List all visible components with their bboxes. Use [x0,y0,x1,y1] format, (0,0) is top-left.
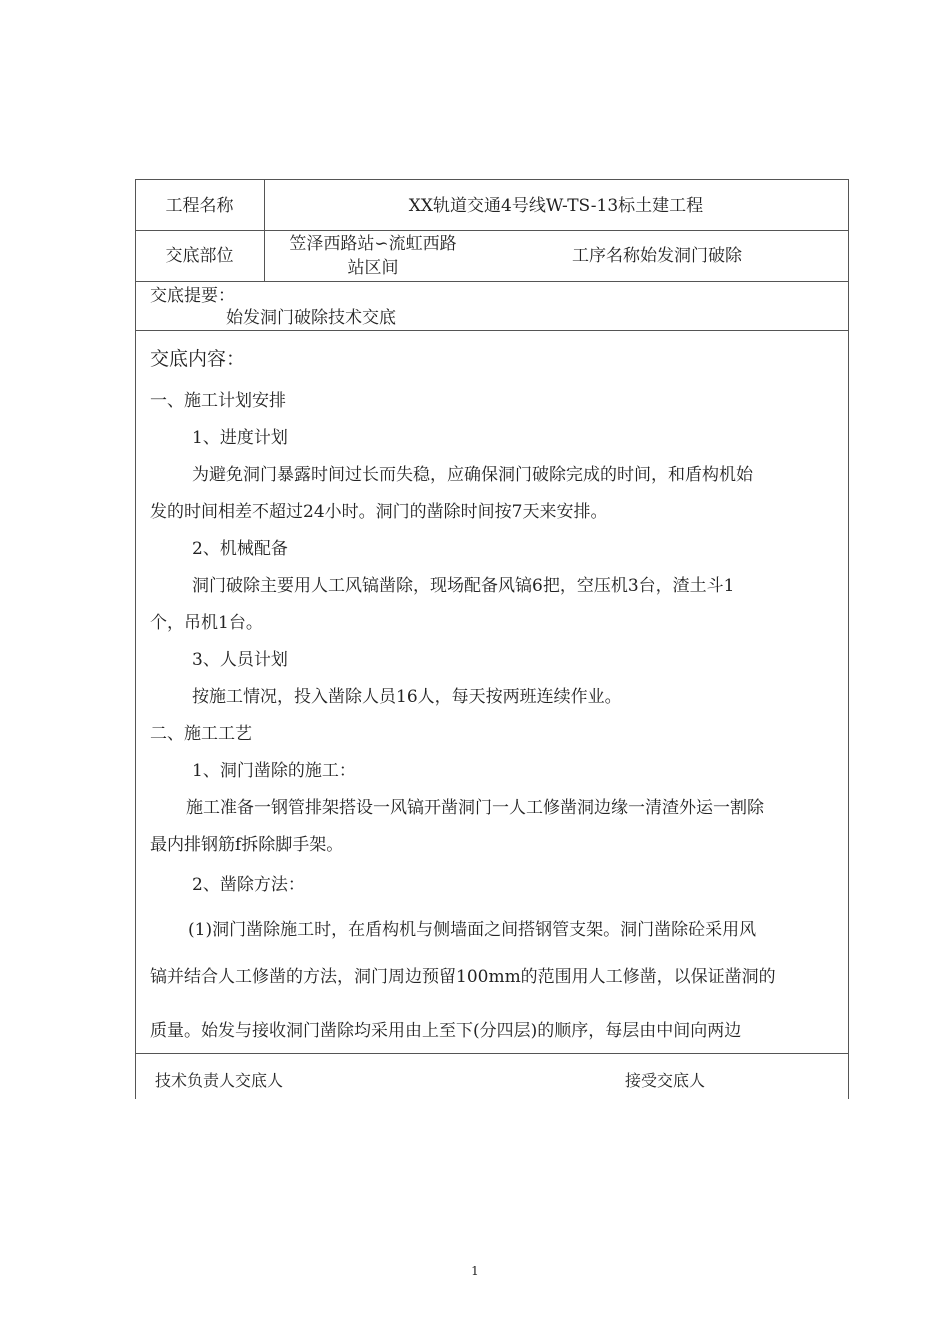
section-2-1-line2: 最内排钢筋f拆除脚手架。 [150,835,344,855]
content-heading: 交底内容： [150,348,246,370]
page-number: 1 [471,1264,479,1278]
project-name-value: XX轨道交通4号线W-TS-13标土建工程 [408,196,704,216]
section-1-3-line1: 按施工情况，投入凿除人员16人，每天按两班连续作业。 [192,687,622,707]
section-2-2-line1: (1)洞门凿除施工时，在盾构机与侧墙面之间搭钢管支架。洞门凿除砼采用风 [188,920,757,940]
section-1-1-line1: 为避免洞门暴露时间过长而失稳，应确保洞门破除完成的时间，和盾构机始 [192,465,753,485]
section-1-2-line1: 洞门破除主要用人工风镐凿除，现场配备风镐6把，空压机3台，渣土斗1 [192,576,735,596]
location-value-line2: 站区间 [347,258,399,278]
section-1-1-title: 1、进度计划 [192,428,288,448]
section-2-1-title: 1、洞门凿除的施工： [192,761,356,781]
project-name-label: 工程名称 [165,196,234,216]
section-2-title: 二、施工工艺 [150,724,252,744]
summary-value: 始发洞门破除技术交底 [226,308,396,328]
location-label: 交底部位 [165,246,234,266]
location-value-line1: 笠泽西路站∽流虹西路 [289,234,457,254]
section-2-2-line2: 镐并结合人工修凿的方法，洞门周边预留100mm的范围用人工修凿，以保证凿洞的 [150,967,776,987]
process-name: 工序名称始发洞门破除 [572,246,742,266]
section-1-2-line2: 个，吊机1台。 [150,613,263,633]
tech-lead-label: 技术负责人交底人 [155,1071,284,1090]
section-1-3-title: 3、人员计划 [192,650,288,670]
section-2-1-line1: 施工准备一钢管排架搭设一风镐开凿洞门一人工修凿洞边缘一清渣外运一割除 [186,798,764,818]
section-1-2-title: 2、机械配备 [192,539,288,559]
section-1-title: 一、施工计划安排 [150,391,286,411]
section-2-2-line3: 质量。始发与接收洞门凿除均采用由上至下(分四层)的顺序，每层由中间向两边 [150,1021,742,1041]
section-1-1-line2: 发的时间相差不超过24小时。洞门的凿除时间按7天来安排。 [150,502,608,522]
summary-label: 交底提要： [150,286,235,306]
receiver-label: 接受交底人 [625,1071,706,1090]
section-2-2-title: 2、凿除方法： [192,875,305,895]
